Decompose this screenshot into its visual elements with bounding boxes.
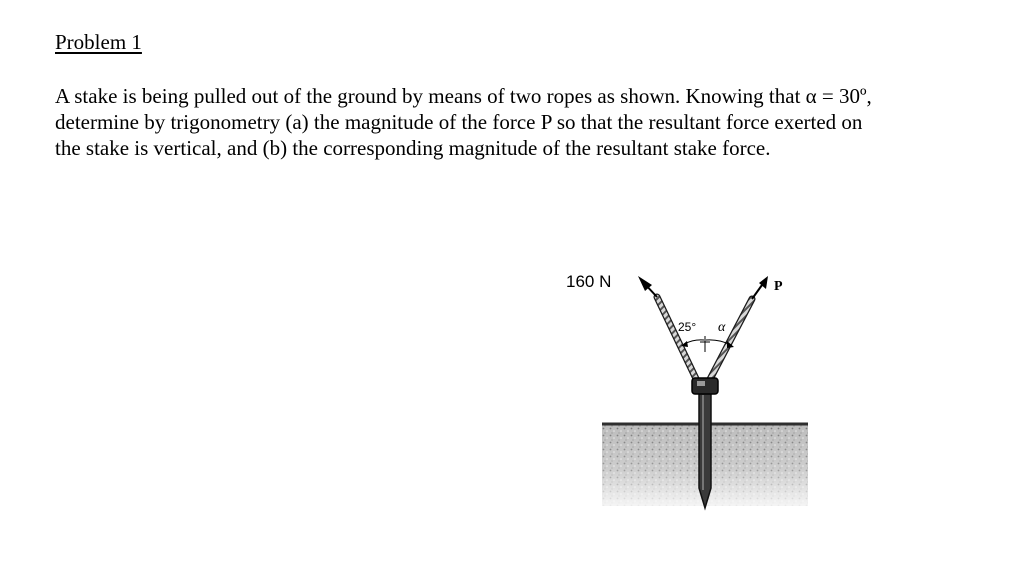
- right-force-label: P: [774, 279, 783, 294]
- left-force-label: 160 N: [566, 272, 612, 291]
- angle-arc-left: [681, 340, 704, 347]
- left-force-arrow: [638, 276, 657, 297]
- vertical-reference-line: [700, 336, 710, 352]
- right-rope: [707, 299, 752, 385]
- problem-line-1: A stake is being pulled out of the ground by means of two ropes as shown. Knowing that α = 30º,: [55, 84, 872, 108]
- left-angle-label: 25°: [678, 320, 697, 334]
- problem-heading: Problem 1: [55, 30, 142, 54]
- right-force-arrow: [752, 276, 768, 299]
- problem-line-2: determine by trigonometry (a) the magnitude of the force P so that the resultant force exerted on: [55, 110, 863, 134]
- problem-line-3: the stake is vertical, and (b) the corresponding magnitude of the resultant stake force.: [55, 136, 771, 160]
- right-angle-label: α: [718, 320, 726, 335]
